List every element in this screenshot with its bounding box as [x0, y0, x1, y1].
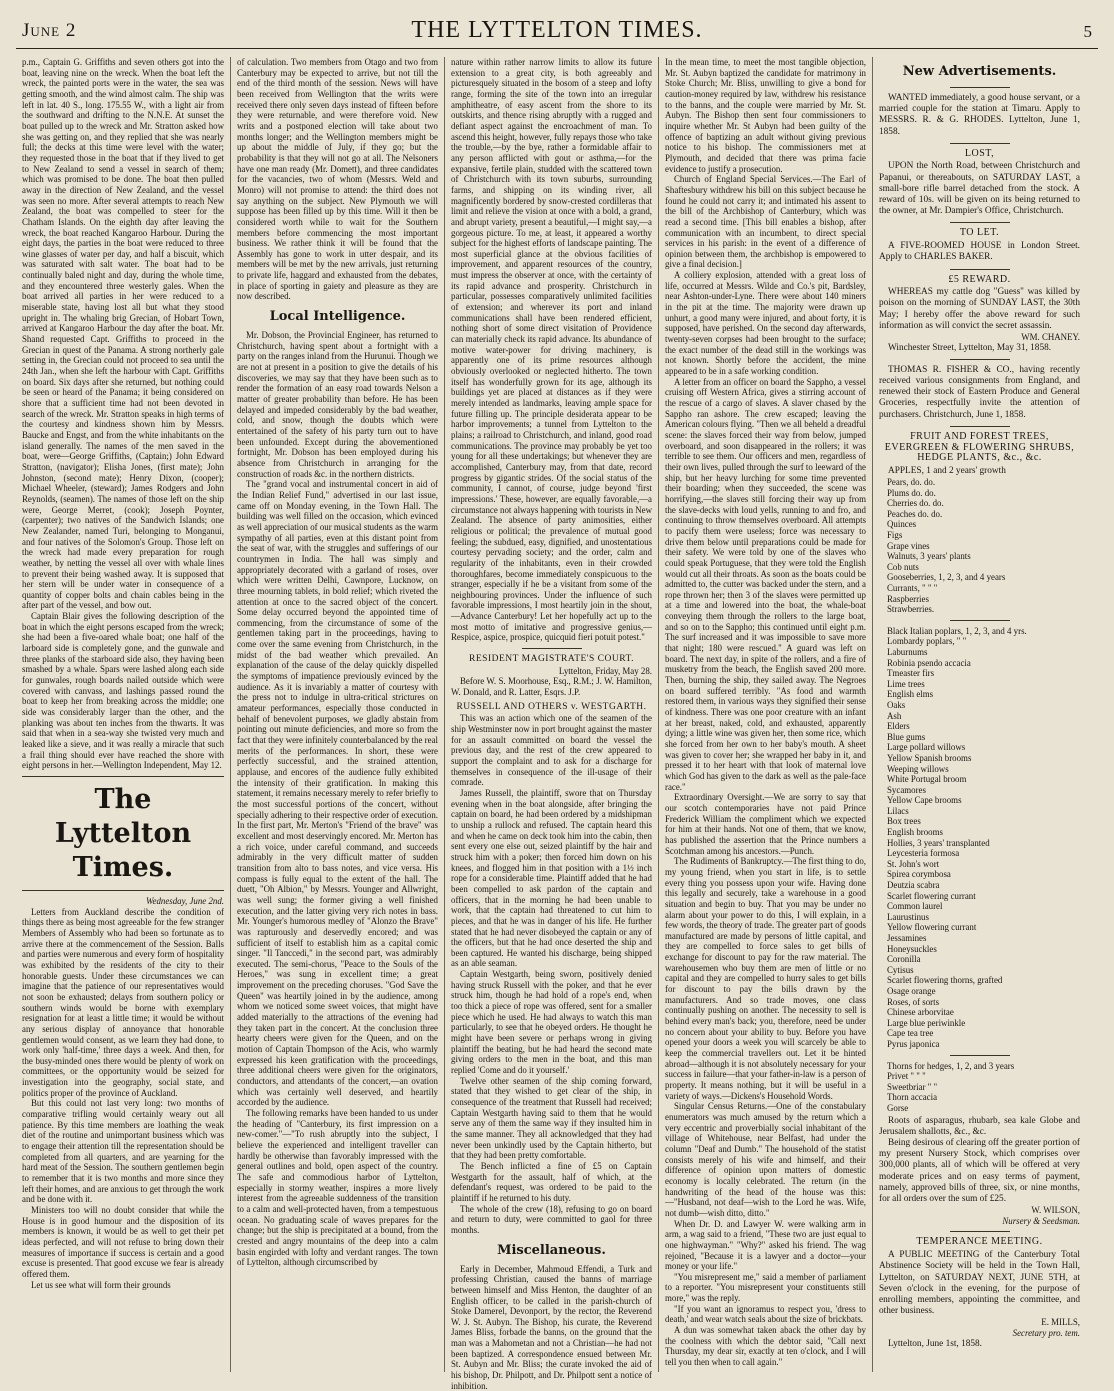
ad-signature-title: Secretary pro. tem.: [1012, 1327, 1080, 1338]
plant-list-item: Large pollard willows: [887, 742, 966, 753]
column-5-advertisements: [872, 57, 1086, 1372]
plant-list-item: Currants, " " ": [887, 583, 938, 593]
editorial-paragraph: Letters from Auckland describe the condition of things there as being most agreeable for the few stranger Members of Assembly who had been so fortunate as to arrive there at the commencement of the Session. Balls and parties were numerous and every form of hospitality was exhibited by the residents of the city to their honorable guests. Under these circumstances we can imagine that the patience of our representatives would not soon be exhausted; delays from southern policy or southern winds would be borne with exemplary resignation for at least a little time; it would be without any serious display of annoyance that honorable gentlemen would consent, as we learn they had done, to work only 'half-time,' three days a week. And then, for the busy-minded ones there would be plenty of work on committees, or the opportunity would be seized for investigation into the geography, social state, and politics proper of the province of Auckland.: [22, 906, 224, 1098]
tree-list: [887, 626, 1080, 1050]
issue-date: June 2: [22, 20, 77, 41]
plant-list-item: Sweetbriar " ": [887, 1081, 938, 1092]
plant-list-item: Weeping willows: [887, 763, 949, 774]
court-date: Lyttelton, Friday, May 28.: [558, 665, 652, 676]
article-paragraph: Mr. Dobson, the Provincial Engineer, has returned to Christchurch, having spent about a fortnight with a party on the ranges inland from the Hurunui. Though we are not at present in a position to give the details of his discoveries, we may say that they have been such as to render the formation of an easy road towards Nelson a matter of greater probability than before. He has been delayed and impeded considerably by the bad weather, cold, and snow, though the doubts which were entertained of the safety of his party turn out to have been unfounded. Except during the abovementioned fortnight, Mr. Dobson has been employed during his absence from Christchurch in arranging for the construction of roads &c. in the northern districts.: [237, 330, 438, 479]
plant-list-item: Gorse: [887, 1102, 909, 1113]
ad-signature: WM. CHANEY.: [1021, 332, 1080, 343]
columns: [16, 57, 1098, 1391]
article-paragraph: James Russell, the plaintiff, swore that on Thursday evening when in the boat alongside, after bringing the captain on board, he had been ordered by a midshipman to unship a rullock and refused. The captain heard this and when he came on deck took him into the cabin, then sent every one else out, seized plaintiff by the hair and struck him with a poker; then forced him down on his knees, and flogged him in that position with a 1½ inch rope for a considerable time. Plaintiff added that he had been compelled to ask pardon of the captain and officers, that in the morning he had been unable to work, that the captain had threatened to cut him to pieces, and that he was in danger of his life. He further stated that he had never disobeyed the captain or any of the officers, but that he had once deserted the ship and been captured. He wanted his discharge, being shipped as an able seaman.: [451, 787, 652, 969]
plant-list-item: Laurustinus: [887, 911, 929, 922]
divider: [950, 143, 1010, 144]
plant-list-item: English elms: [887, 689, 934, 700]
plant-list-item: Ash: [887, 710, 902, 721]
plant-list-item: Walnuts, 3 years' plants: [887, 551, 971, 562]
plant-list-item: Lime trees: [887, 678, 925, 689]
divider: [22, 890, 224, 891]
article-paragraph: "If you want an ignoramus to respect you, 'dress to death,' and wear watch seals about the size of brickbats.: [665, 1303, 866, 1325]
plant-list-item: Laburnums: [887, 646, 928, 657]
hedge-list: [887, 1061, 1080, 1114]
ad-reward: WHEREAS my cattle dog "Guess" was killed by poison on the morning of SUNDAY LAST, the 30th May; I hereby offer the above reward for such information as will convict the secret assassin.: [879, 287, 1080, 331]
fruit-list: [887, 477, 1080, 615]
plant-list-item: Quinces: [887, 519, 917, 530]
ad-signature-title: Nursery & Seedsman.: [1002, 1215, 1080, 1226]
divider: [950, 222, 1010, 223]
plant-list-item: Yellow Cape brooms: [887, 795, 962, 806]
plant-list-item: Strawberries.: [887, 604, 935, 615]
plant-list-item: Thorn accacia: [887, 1092, 938, 1103]
article-paragraph: Extraordinary Oversight.—We are sorry to say that our scotch contemporaries have not paid Prince Frederick William the compliment which we expected for him at their hands. Not one of them, that we know, has published the assertion that the Prince numbers a Scotchman among his ancestors.—Punch.: [665, 792, 866, 856]
plant-list-item: Jessamines: [887, 933, 927, 943]
plant-list-item: Lombardy poplars, " ": [887, 636, 967, 647]
divider: [950, 426, 1010, 427]
plant-list-item: Large blue periwinkle: [887, 1017, 966, 1028]
editorial-paragraph: of calculation. Two members from Otago and two from Canterbury may be expected to arrive, but not till the end of the third month of the session. News will have been received from Wellington that the writs were received there only seven days instead of fifteen before they were returnable, and were therefore void. New writs and a postponed election will take about two months longer; and the Wellington members might be up about the middle of July, if they go; but the probability is that they will not go at all. The Nelsoners have one man ready (Mr. Domett), and three candidates for the vacancies, two of whom (Messrs. Weld and Monro) will not promise to attend: the third does not say anything on the subject. New Plymouth we will suppose has been filled up by this time. Will it then be considered worth while to wait for the Southern members before commencing the most important business. We rather think it will be found that the Assembly has gone to work in utter despair, and its members will be met by the new arrivals, just returning to private life, haggard and exhausted from the debates, in place of sporting in gaiety and pleasure as they are now described.: [237, 57, 438, 302]
article-paragraph: A letter from an officer on board the Sappho, a vessel cruising off Western Africa, gives a stirring account of the rescue of a cargo of slaves. A slaver chased by the Sappho ran ashore. The crew escaped; leaving the American colours flying. "Then we all beheld a dreadful scene: the slaves forced their way from below, jumped overboard, and soon disappeared in the rollers; it was terrible to see them. Our officers and men, regardless of their own lives, pulled through the surf to leeward of the ship, but her heavy lurching for some time prevented their boarding; when they succeeded, the scene was horrifying,—the slaves still forcing their way up from the slave-decks with loud yells, running to and fro, and continuing to throw themselves overboard. All attempts to pacify them were useless; force was necessary to drive them below until preparations could be made for their safety. We were told by one of the slaves who could speak Portuguese, that they were told the English would cut all their throats. As soon as the boats could be admitted to, the cutter was backed under the stern, and a rope thrown her; then 3 of the slaves were permitted up at a time and lowered into the boat, the whale-boat conveying them through the rollers to the large boat, and so on to the Sappho; this continued until eight p.m. The surf increased and it was impossible to save more that night; 180 were rescued." A guard was left on board. The next day, in spite of the rollers, and a fire of musketry from the beach, the English saved 200 more. Then, burning the ship, they sailed away. The Negroes on board suffered terribly. "As food and warmth restored them, in various ways they signified their sense of kindness. There was one poor creature with an infant at her breast, naked, cold, and exhausted, apparently dying; a little wine was given her, then some rice, which she forced from her own to her baby's mouth. A sheet was given to cover her; she wrapped her baby in it, and pressed it to her heart with that look of maternal love which God has given to the dark as well as the pale-face race.": [665, 376, 866, 792]
ad-heading-lost: LOST,: [964, 147, 995, 159]
page-number: 5: [1083, 22, 1092, 41]
plant-list-item: Cape tea tree: [887, 1028, 934, 1039]
plant-list-item: Spirea corymbosa: [887, 869, 951, 880]
plant-list-item: Blue gums: [887, 731, 926, 742]
plant-list-item: Pyrus japonica: [887, 1038, 940, 1049]
divider: [22, 776, 224, 777]
ad-heading-reward: £5 REWARD.: [948, 273, 1011, 285]
plant-list-item: Cherries do. do.: [887, 498, 944, 509]
article-paragraph: Twelve other seamen of the ship coming forward, stated that they wished to get clear of the ship, in consequence of the treatment that Russell had received; Captain Westgarth having said to them that he would serve any of them the same way if they insulted him in the same manner. They all acknowledged that they had never been unkindly used by the Captain hitherto, but that they had been pretty comfortable.: [451, 1075, 652, 1161]
court-intro: Before W. S. Moorhouse, Esq., R.M.; J. W. Hamilton, W. Donald, and R. Latter, Esqrs. J.P.: [451, 676, 652, 698]
plant-list-item: Chinese arborvitae: [887, 1007, 954, 1018]
plant-list-item: Grape vines: [887, 540, 930, 551]
article-paragraph: The whole of the crew (18), refusing to go on board and return to duty, were committed to gaol for three months.: [451, 1203, 652, 1235]
column-2: [230, 57, 444, 1372]
article-paragraph: A dun was somewhat taken aback the other day by the coolness with which the debtor said, "Call next Thursday, my dear sir, exactly at ten o'clock, and I will tell you then when to call again.": [665, 1325, 866, 1368]
article-paragraph: The following remarks have been handed to us under the heading of "Canterbury, its first impression on a new-comer."—"To rush abruptly into the subject, I believe the experienced and intelligent traveller can hardly be otherwise than favorably impressed with the general outlines and bold, open aspect of the country. The safe and commodious harbor of Lyttelton, especially in stormy weather, inspires a more lively interest from the agreeable suddenness of the transition to a calm and well-protected haven, from a tempestuous ocean. No graduating scale of waves prepares for the change; but the ship is precipitated at a bound, from the crested and angry mountains of the deep into a calm basin engirded with lofty and verdant ranges. The town of Lyttelton, although circumscribed by: [237, 1108, 438, 1268]
court-case-title: RUSSELL AND OTHERS v. WESTGARTH.: [456, 701, 647, 712]
plant-list-item: Cytisus: [887, 964, 914, 975]
article-paragraph: In the mean time, to meet the most tangible objection, Mr. St. Aubyn baptized the candidate for matrimony in Stoke Church; Mr. Bliss, unwilling to give a bond for caution-money required by law, withdrew his resistance to the banns, and the couple were married by Mr. St. Aubyn. The Bishop then sent four commissioners to inquire whether Mr. St Aubyn had been guilty of the offence of baptizing an adult without giving previous notice to his bishop. The commissioners met at Plymouth, and decided that there was prima facie evidence to justify a prosecution.: [665, 57, 866, 174]
column-1: [16, 57, 230, 1372]
article-paragraph: p.m., Captain G. Griffiths and seven others got into the boat, leaving nine on the wreck. When the boat left the wreck, the painted ports were in the water, the sea was getting smooth, and the wind almost calm. The ship was left in lat. 40 S., long. 175.55 W., with a light air from the southward and drifting to the N.N.E. At sunset the boat pulled up to the wreck and Mr. Stratton asked how she was getting on, and they replied that she was nearly full; the decks at this time were level with the water; they requested those in the boat that if they lived to get to New Zealand to send a vessel in search of them; which was promised to be done. The boat then pulled away in the direction of New Zealand, and the vessel was seen no more. After several attempts to reach New Zealand, the boat was compelled to steer for the Chatham Islands. On the eighth day after leaving the wreck, the boat reached Kangaroo Harbour. During the eight days, the parties in the boat were reduced to three wine glasses of water per day, and half a biscuit, which was saturated with salt water. The boat had to be continually baled night and day, during the whole time, and they encountered three westerly gales. When the boat arrived all parties in her were reduced to a miserable state, having lost all but what they stood upright in. The whaling brig Grecian, of Hobart Town, arrived at Kangaroo Harbour the day after the boat. Mr. Shand requested Capt. Griffiths to proceed in the Grecian in quest of the Panama. A strong northerly gale setting in, the Grecian could not proceed to sea until the 24th Jan., when she left the harbour with Capt. Griffiths on board. Six days after she returned, but nothing could be seen or heard of the Panama; it being considered on shore that a sufficient time had not been devoted in search of the wreck. Mr. Stratton speaks in high terms of the courtesy and kindness shown him by Messrs. Baucke and Engst, and from the white inhabitants on the island generally. The names of the men saved in the boat, were—George Griffiths, (Captain;) John Edward Stratton, (navigator); Elisha Jones, (first mate); John Johnston, (second mate); Henry Dixon, (cooper); Michael Wheeler, (steward); James Rodgers and John Reynolds, (seamen). The names of those left on the ship were, George Merret, (cook); Joseph Poynter, (carpenter); two natives of the Sandwich Islands; one New Zealander, named Turi, belonging to Monganui, and four natives of the Solomon's Group. Those left on the wreck had made every preparation for rough weather, by netting the vessel all over with whale lines to prevent their being washed away. It is supposed that her stern will be under water in consequence of a quantity of copper bolts and chain cables being in the after part of the vessel, and bow out.: [22, 57, 224, 611]
ad-place-date: Lyttelton, June 1st, 1858.: [888, 1338, 982, 1349]
ad-heading-temperance: TEMPERANCE MEETING.: [916, 1236, 1043, 1248]
masthead: [16, 14, 1098, 49]
plant-list-item: English brooms: [887, 827, 943, 838]
article-paragraph: Singular Census Returns.—One of the constabulary enumerators was much amused by the return which a very eccentric and proverbially social inhabitant of the village of Whitehouse, near Belfast, had under the column "Deaf and Dumb." The household of the statist consists merely of his wife and himself, and their difference of opinion upon matters of domestic economy is locally celebrated. The return (in the handwriting of the head of the house was this:—"Husband, not deaf—wish to the Lord he was. Wife, not dumb—wish ditto, ditto.": [665, 1101, 866, 1218]
article-paragraph: The Bench inflicted a fine of £5 on Captain Westgarth for the assault, half of which, at the defendant's request, was ordered to be paid to the plaintiff if he returned to his duty.: [451, 1160, 652, 1203]
editorial-paragraph: Let us see what will form their grounds: [31, 1279, 171, 1290]
plant-list-item: Lilacs: [887, 805, 909, 816]
editorial-paragraph: Ministers too will no doubt consider that while the House is in good humour and the disposition of its members is known, it would be as well to get their pet ideas perfected, and will not refuse to bring down their measures of importance if success is certain and a good excuse is presented. That good excuse we fear is already offered them.: [22, 1205, 224, 1279]
article-paragraph: nature within rather narrow limits to allow its future extension to a great city, is both agreeably and picturesquely situated in the bosom of a steep and lofty range, forming the site of the town into an irregular amphitheatre, of easy ascent from the shore to its outskirts, and thence rising abruptly with a rugged and defiant aspect against the encroachment of man. To ascend this height, however, fully repays those who take the trouble,—by the bye, rather a formidable affair to any person afflicted with gout or asthma,—for the expansive, fertile plain, studded with the scattered town of Christchurch with its town suburbs, surrounding farms, and shipping on its winding river, all magnificently bordered by snow-crested cordilleras that limit and relieve the vision at once with a bold, a grand, and abrupt variety, present a beautiful,—I might say,—a gorgeous picture. To me, at least, it appeared a worthy subject for the highest efforts of landscape painting. The most superficial glance at the obvious facilities of improvement, and apparent resources of the country, must impress the observer at once, with the certainty of its rapid advance and prosperity. Christchurch in particular, possesses comparatively unlimited facilities of extension; and wherever its port and inland communications shall have been rendered efficient, nothing short of some direct visitation of Providence can materially check its rapid advance. Its abundance of motive water-power for driving machinery, is apparently one of its prime resources although obviously overlooked or neglected hitherto. The town itself has wonderfully grown for its age, although its buildings yet are placed at distances as if they were merely intended as landmarks, leaving ample space for future filling up. The principle desiderata appear to be harbor improvements; a tunnel from Lyttelton to the plains; a railroad to Christchurch, and inland, good road communications. The province may probably be yet too young for all these undertakings; but whenever they are accomplished, Canterbury may, from that date, record progress by gigantic strides. Of the social status of the community, I cannot, of course, judge beyond 'first impressions.' These, however, are equally favorable,—a circumstance not always happening with tourists in New Zealand. The absence of party animosities, either religious or political; the prevalence of mutual good feeling; the subdued, easy, dignified, and unostentatious courtesy pervading society; and the order, calm and regularity of the inhabitants, even in their crowded thoroughfares, become immediately conspicuous to the stranger, especially if he be a visitant from some of the neighbouring provinces. Under the influence of such favorable impressions, I most heartily join in the shout,—Advance Canterbury! Let her hopefully act up to the most motto of imitative and progressive genius,—Respice, aspice, prospice, quicquid fieri potuit potest.": [451, 57, 652, 643]
plant-list-item: Elders: [887, 721, 910, 732]
plant-list-item: Black Italian poplars, 1, 2, 3, and 4 yrs.: [887, 625, 1027, 636]
plant-list-item: Oaks: [887, 699, 906, 710]
plant-list-item: Tmeaster firs: [887, 668, 935, 679]
plant-list-item: Scarlet flowering thorns, grafted: [887, 975, 1003, 986]
court-heading: RESIDENT MAGISTRATE'S COURT.: [469, 654, 634, 665]
article-paragraph: A colliery explosion, attended with a great loss of life, occurred at Messrs. Wilde and Co.'s pit, Bardsley, near Ashton-under-Lyne. There were about 140 miners in the pit at the time. The majority were drawn up unhurt, a good many were injured, and about forty, it is supposed, have perished. On the second day afterwards, twenty-seven corpses had been brought to the surface; the exact number of the dead still in the workings was not known. Shortly before the accident, the mine appeared to be in a safe working condition.: [665, 270, 866, 377]
article-paragraph: Church of England Special Services.—The Earl of Shaftesbury withdrew his bill on this subject because he found he could not carry it; and intimated his assent to the bill of the Archbishop of Canterbury, which was read a second time. [This bill enables a bishop, after communication with an incumbent, to direct special services in his parish: in the event of a difference of opinion between them, the archbishop is empowered to give a final decision.]: [665, 174, 866, 270]
divider: [950, 359, 1010, 360]
plant-list-item: Pears, do. do.: [887, 477, 936, 488]
divider: [950, 620, 1010, 621]
plant-list-item: Thorns for hedges, 1, 2, and 3 years: [887, 1060, 1015, 1071]
ad-place-date: Winchester Street, Lyttelton, May 31, 1858.: [888, 342, 1052, 353]
plant-list-item: Yellow Spanish brooms: [887, 752, 972, 763]
article-paragraph: The "grand vocal and instrumental concert in aid of the Indian Relief Fund," advertised in our last issue, came off on Monday evening, in the Town Hall. The building was well filled on the occasion, which evinced as well appreciation of our musical students as the warm sympathy of all parties, even at this distant point from the seat of war, with the struggles and sufferings of our countrymen in India. The hall was simply and appropriately decorated with a garland of roses, over which were written Delhi, Cawnpore, Lucknow, on three mourning tablets, in bold relief; which riveted the attention at once to the sacred object of the concert. Some delay occurred beyond the appointed time of commencing, from the circumstance of some of the gentlemen taking part in the proceedings, having to come over the same evening from Christchurch, in the midst of the bad weather which prevailed. An explanation of the cause of the delay quickly dispelled the symptoms of impatience previously evinced by the audience. As it is invariably a matter of courtesy with the press not to indulge in ultra-critical strictures on amateur performances, especially those conducted in behalf of benevolent purposes, we gladly abstain from pointing out minute deficiencies, and more so from the fact that they were infinitely counterbalanced by the real merits of the performances. In short, these were perfectly successful, and the strained attention, applause, and encores of the audience fully exhibited the intensity of their gratification. In making this statement, it remains necessary merely to refer briefly to the most successful portions of the concert, without specially adhering to their respective order of execution. In the first part, Mr. Merton's "Friend of the brave" was excellent and most deservingly encored. Mr. Merton has a rich voice, under careful command, and succeeds admirably in the very difficult matter of sudden transition from alto to bass notes, and vice versa. His compass is fully equal to the extent of the hall. The duett, "Oh Albion," by Messrs. Younger and Allwright, was well sung; the former giving a well finished execution, and the latter giving very rich notes in bass. Mr. Younger's humorous medley of "Alonzo the Brave" was rapturously and deservedly encored; and was sufficient of itself to establish him as a capital comic singer. "Il Tanccedi," in the second part, was admirably executed. The semi-chorus, "Peace to the Souls of the Heroes," was sung in excellent time; a great improvement on the preceding choruses. "God Save the Queen" was heartily joined in by the audience, among whom we noticed some sweet voices, that might have added materially to the attractions of the evening had they taken part in the concert. At the conclusion three hearty cheers were given for the Queen, and on the motion of Captain Thompson of the Acis, who warmly expressed his keen gratification with the proceedings, three additional cheers were given for the originators, conductors, and attendants of the concert,—an ovation which was certainly well deserved, and heartily accorded by the audience.: [237, 479, 438, 1108]
ad-signature: E. MILLS,: [1041, 1317, 1080, 1328]
ad-fisher: THOMAS R. FISHER & CO., having recently received various consignments from England, and renewed their stock of Eastern Produce and General Groceries, respectfully invite the attention of purchasers. Christchurch, June 1, 1858.: [879, 364, 1080, 420]
column-4: [658, 57, 872, 1372]
ad-nursery-text: Being desirous of clearing off the greater portion of my present Nursery Stock, which comprises over 300,000 plants, all of which will be offered at very moderate prices and on easy terms of payment, namely, approved bills of three, six, or nine months, for all orders over the sum of £25.: [879, 1137, 1080, 1204]
plant-list-item: Cob nuts: [887, 561, 919, 572]
divider: [950, 1231, 1010, 1232]
column-3: [444, 57, 658, 1391]
ad-signature: W. WILSON,: [1031, 1205, 1080, 1216]
plant-list-item: Box trees: [887, 816, 921, 827]
plant-list-item: Peaches do. do.: [887, 508, 943, 519]
editorial-paragraph: But this could not last very long: two months of comparative trifling would certainly weary out all patience. By this time members are loathing the weak diet of the routine and unimportant business which was to engage their attention till the representation should be completed from all quarters, and are yearning for the hard meat of the Session. The southern gentlemen begin to remember that it is two months and more since they left their homes, and are anxious to get through the work and be done with it.: [22, 1098, 224, 1205]
paper-title-heading: The Lyttelton Times.: [54, 783, 192, 883]
plant-list-item: Roses, of sorts: [887, 996, 940, 1007]
article-paragraph: Captain Blair gives the following description of the boat in which the eight persons escaped from the wreck; she had been a five-oared whale boat; one half of the larboard side is completely gone, and the gunwale and three planks of the starboard side also, they having been smashed by a whale. Spars were lashed along each side for gunwales, rough boards nailed outside which were covered with canvass, and lashings passed round the boat to keep her from breaking across the middle; one side was considerably larger than the other, and the planking was about ten inches from the thwarts. It was said that when in a sea-way she twisted very much and leaked like a sieve, and it was really a miracle that such a frail thing should ever have reached the shore with eight persons in her.—Wellington Independent, May 12.: [22, 611, 224, 771]
plant-list-item: Osage orange: [887, 985, 936, 996]
ad-wanted: WANTED immediately, a good house servant, or a married couple for the station at Timaru. Apply to MESSRS. R. & G. RHODES. Lyttelton, June 1, 1858.: [879, 93, 1080, 137]
plant-list-item: Plums do. do.: [887, 487, 936, 498]
plant-list-item: Robinia psendo accacia: [887, 657, 971, 668]
plant-list-item: Yellow flowering currant: [887, 922, 977, 933]
article-paragraph: The Rudiments of Bankruptcy.—The first thing to do, my young friend, when you start in life, is to settle every thing you possess upon your wife. Having done this legally and securely, take a warehouse in a good situation and begin to buy. That you may be under no alarm about your power to do this, I will explain, in a few words, the theory of trade. The greater part of goods manufactured are made by persons of little capital, and they are compelled to force sales to get bills of exchange for discount to pay for the raw material. The warehousemen who buy them are men of little or no capital and they are compelled to hurry sales to get bills for discount to pay the bills drawn by the manufacturers. And so trade moves, one class continually pushing on another. The necessity to sell is behind every man's back; you, therefore, need be under no concern about your ability to buy. Before you have opened your doors a week you will scarcely be able to keep the commercial travellers out. Let it be hinted abroad—although it is not absolutely necessary for your success in failure—that your father-in-law is a person of property. It means nothing, but it will be useful in a variety of ways.—Dickens's Household Words.: [665, 856, 866, 1101]
plant-list-item: St. John's wort: [887, 858, 940, 869]
ad-to-let: A FIVE-ROOMED HOUSE in London Street. Apply to CHARLES BAKER.: [879, 241, 1080, 263]
ad-lost: UPON the North Road, between Christchurch and Papanui, or thereabouts, on SATURDAY LAST, a small-bore rifle barrel detached from the stock. A reward of 10s. will be given on its being returned to the owner, at Mr. Dampier's Office, Christchurch.: [879, 161, 1080, 217]
plant-list-item: Leycesteria formosa: [887, 848, 960, 859]
editorial-date: Wednesday, June 2nd.: [145, 895, 224, 906]
article-paragraph: When Dr. D. and Lawyer W. were walking arm in arm, a wag said to a friend, "These two are just equal to one highwayman." "Why?" asked his friend. The wag rejoined, "Because it is a lawyer and a doctor—your money or your life.": [665, 1218, 866, 1272]
divider: [950, 269, 1010, 270]
plant-list-item: Coronilla: [887, 954, 921, 965]
plant-list-item: Gooseberries, 1, 2, 3, and 4 years: [887, 572, 1006, 583]
plant-list-item: Privet " " ": [887, 1071, 926, 1082]
ad-roots-line: Roots of asparagus, rhubarb, sea kale Globe and Jerusalem shallotts, &c., &c.: [879, 1115, 1080, 1137]
article-paragraph: Captain Westgarth, being sworn, positively denied having struck Russell with the poker, and that he ever struck him, though he had hold of a rope's end, when too thick a piece of rope was offered, sent for a smaller piece which he used. He had always to watch this man particularly, to see that he obeyed orders. He thought he might have been severe or perhaps wrong in giving plaintiff the beating, but he had heard the second mate giving orders to the men in the boat, and this man replied 'Come and do it yourself.': [451, 969, 652, 1076]
plant-list-item: Common laurel: [887, 901, 943, 912]
ad-heading-to-let: TO LET.: [959, 227, 1000, 239]
plant-list-item: Honeysuckles: [887, 943, 937, 954]
ad-heading-fruit-trees: FRUIT AND FOREST TREES, EVERGREEN & FLOWERING SHRUBS, HEDGE PLANTS, &c., &c.: [884, 430, 1075, 464]
section-heading-new-advertisements: New Advertisements.: [902, 64, 1057, 79]
plant-list-item: White Portugal broom: [887, 774, 967, 785]
plant-list-item: Sycamores: [887, 784, 926, 795]
plant-list-item: Hollies, 3 years' transplanted: [887, 837, 990, 848]
newspaper-title: THE LYTTELTON TIMES.: [411, 17, 703, 43]
section-heading-local-intelligence: Local Intelligence.: [269, 309, 406, 325]
plant-list-item: Raspberries: [887, 593, 929, 604]
article-paragraph: "You misrepresent me," said a member of parliament to a reporter. "You misrepresent your constituents still more," was the reply.: [665, 1271, 866, 1304]
ad-temperance: A PUBLIC MEETING of the Canterbury Total Abstinence Society will be held in the Town Hall, Lyttelton, on SATURDAY NEXT, JUNE 5TH, at Seven o'clock in the evening, for the purpose of enrolling members, appointing the committee, and other business.: [879, 1250, 1080, 1317]
plant-list-item: Figs: [887, 530, 903, 541]
plant-list-item: Deutzia scabra: [887, 880, 940, 891]
section-heading-miscellaneous: Miscellaneous.: [497, 1242, 606, 1258]
article-paragraph: This was an action which one of the seamen of the ship Westminster now in port brought against the master for an assault committed on board the vessel the previous day, and the rest of the crew appeared to support the complaint and to ask for a discharge for themselves in consequence of the ill-usage of their comrade.: [451, 713, 652, 788]
divider: [522, 648, 582, 649]
divider: [950, 1055, 1010, 1056]
ad-fruit-lead: APPLES, 1 and 2 years' growth: [888, 465, 1006, 476]
divider: [950, 87, 1010, 88]
plant-list-item: Scarlet flowering currant: [887, 890, 976, 901]
article-paragraph: Early in December, Mahmoud Effendi, a Turk and professing Christian, caused the banns of marriage between himself and Miss Henton, the daughter of an English officer, to be called in the parish-church of Stoke Damerel, Devonport, by the rector, the Reverend W. J. St. Aubyn. The Bishop, his curate, the Reverend James Bliss, forbade the banns, on the ground that the man was a Mahometan and not a Christian—he had not been baptized. A correspondence ensued between Mr. St. Aubyn and Mr. Bliss; the curate invoked the aid of his bishop, Dr. Philpott, and Dr. Philpott sent a notice of inhibition.: [451, 1263, 652, 1391]
